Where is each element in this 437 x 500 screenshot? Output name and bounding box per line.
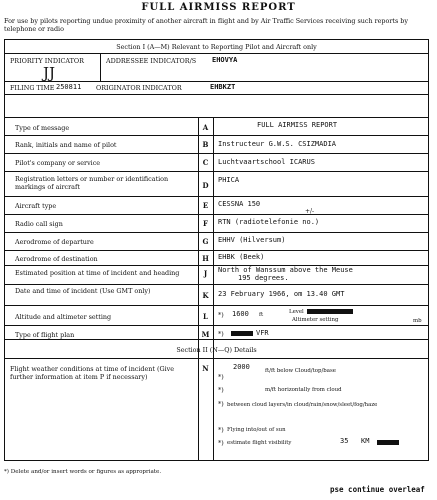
- row-n-letter: N: [202, 364, 209, 373]
- row-f-handwritten: +/-: [305, 208, 315, 215]
- report-form: Section I (A—M) Relevant to Reporting Pilot and Aircraft only PRIORITY INDICATOR JJ ADDRESSEE INDICATOR/S EHOVYA FILING TIME 250811 ORIGINATOR INDICATOR EHBKZT Type of message A FULL AIRMISS REPORT Rank, initials and name of pilot B Instructeur G.W.S. CSIZMADIA Pilot's company or service C Luchtvaartschool ICARUS Registration letters or number or identification markings of aircraft D PHICA Aircraft type E CESSNA 150 Radio call sign F RTN (radiotelefonie no.) +/- Aerodrome of departure G EHHV (Hilversum) Aerodrome of destination H EHBK (Beek) Estimated position at time of incident and heading J North of Wanssum above the Meuse 195 degrees. Date and time of incident (Use GMT only) K 23 February 1966, om 13.40 GMT Altitude and altimeter setting L *) 1600 ft Level Altimeter setting mb Type of flight plan M *) VFR Section II (N—Q) Details Flight weather conditions at time of incident (Give further information at item P if necessary) N *) 2000 ft/ft below Cloud/top/base *) m/ft horizontally from cloud *) between cloud layers/in cloud/rain/snow/sleet/fog/haze *) Flying into/out of sun *) estimate flight visibility 35 KM: [4, 39, 429, 461]
- row-n-visibility: 35: [340, 437, 349, 445]
- row-e-value: CESSNA 150: [218, 200, 261, 208]
- row-d-letter: D: [202, 181, 209, 190]
- row-j-letter: J: [203, 269, 208, 278]
- row-n-item-1-text: ft/ft below Cloud/top/base: [265, 368, 336, 374]
- row-m-value: VFR: [256, 329, 269, 337]
- row-d-value: PHICA: [218, 176, 240, 184]
- footnote: *) Delete and/or insert words or figures as appropriate.: [4, 469, 162, 475]
- row-n-item-3-text: between cloud layers/in cloud/rain/snow/sleet/fog/haze: [227, 402, 378, 408]
- row-d-label: Registration letters or number or identification markings of aircraft: [15, 175, 169, 191]
- row-l-altitude: 1600: [232, 310, 249, 318]
- row-l-strikeout: [307, 309, 353, 314]
- row-l-mb: mb: [413, 318, 422, 324]
- row-a-value: FULL AIRMISS REPORT: [257, 121, 338, 129]
- priority-indicator-label: PRIORITY INDICATOR: [10, 57, 84, 65]
- row-m-letter: M: [201, 330, 210, 339]
- row-b-letter: B: [202, 140, 209, 149]
- row-n-item-5-text: estimate flight visibility: [227, 440, 292, 446]
- row-n-visibility-unit: KM: [361, 437, 370, 445]
- row-b-label: Rank, initials and name of pilot: [15, 141, 117, 149]
- row-b-value: Instructeur G.W.S. CSIZMADIA: [218, 140, 337, 148]
- row-e-label: Aircraft type: [15, 202, 57, 210]
- row-h-label: Aerodrome of destination: [15, 255, 98, 263]
- addressee-indicator-value: EHOVYA: [212, 56, 238, 64]
- row-k-label: Date and time of incident (Use GMT only): [15, 287, 151, 295]
- section-1-heading: Section I (A—M) Relevant to Reporting Pilot and Aircraft only: [116, 43, 317, 51]
- row-k-letter: K: [202, 291, 209, 300]
- row-l-label: Altitude and altimeter setting: [15, 313, 112, 321]
- row-g-letter: G: [202, 237, 209, 246]
- row-n-label: Flight weather conditions at time of incident (Give further information at item P if necessary): [10, 365, 175, 381]
- row-e-letter: E: [202, 201, 209, 210]
- row-c-label: Pilot's company or service: [15, 159, 101, 167]
- form-title: FULL AIRMISS REPORT: [141, 2, 296, 13]
- row-h-value: EHBK (Beek): [218, 253, 265, 261]
- form-intro: For use by pilots reporting undue proximity of another aircraft in flight and by Air Traffic Services receiving such reports by telephone or radio: [4, 17, 408, 33]
- row-c-letter: C: [202, 158, 209, 167]
- originator-indicator-value: EHBKZT: [210, 83, 236, 91]
- row-a-label: Type of message: [15, 124, 70, 132]
- row-l-altimeter-label: Altimeter setting: [292, 317, 339, 323]
- row-g-value: EHHV (Hilversum): [218, 236, 286, 244]
- row-j-label: Estimated position at time of incident and heading: [15, 269, 180, 277]
- filing-time-label: FILING TIME: [10, 84, 55, 92]
- row-l-level-label: Level: [289, 309, 304, 315]
- row-j-value-2: 195 degrees.: [238, 274, 289, 282]
- row-k-value: 23 February 1966, om 13.40 GMT: [218, 290, 345, 298]
- row-m-label: Type of flight plan: [15, 331, 75, 339]
- row-h-letter: H: [202, 254, 209, 263]
- row-a-letter: A: [202, 123, 209, 132]
- row-n-item-2-text: m/ft horizontally from cloud: [265, 387, 342, 393]
- section-2-heading: Section II (N—Q) Details: [176, 346, 257, 354]
- row-n-item-4-text: Flying into/out of sun: [227, 427, 286, 433]
- row-l-unit: ft: [259, 312, 264, 318]
- priority-indicator-value: JJ: [43, 64, 56, 82]
- row-f-value: RTN (radiotelefonie no.): [218, 218, 320, 226]
- row-l-letter: L: [203, 312, 208, 321]
- row-g-label: Aerodrome of departure: [15, 238, 94, 246]
- originator-indicator-label: ORIGINATOR INDICATOR: [96, 84, 182, 92]
- row-j-value: North of Wanssum above the Meuse: [218, 266, 353, 274]
- filing-time-value: 250811: [56, 83, 82, 91]
- row-n-cloud-distance: 2000: [233, 363, 250, 371]
- addressee-indicator-label: ADDRESSEE INDICATOR/S: [106, 57, 197, 65]
- continue-overleaf: pse continue overleaf: [330, 485, 425, 494]
- row-f-label: Radio call sign: [15, 220, 63, 228]
- row-f-letter: F: [203, 219, 208, 228]
- row-m-strikeout: [231, 331, 253, 336]
- row-c-value: Luchtvaartschool ICARUS: [218, 158, 315, 166]
